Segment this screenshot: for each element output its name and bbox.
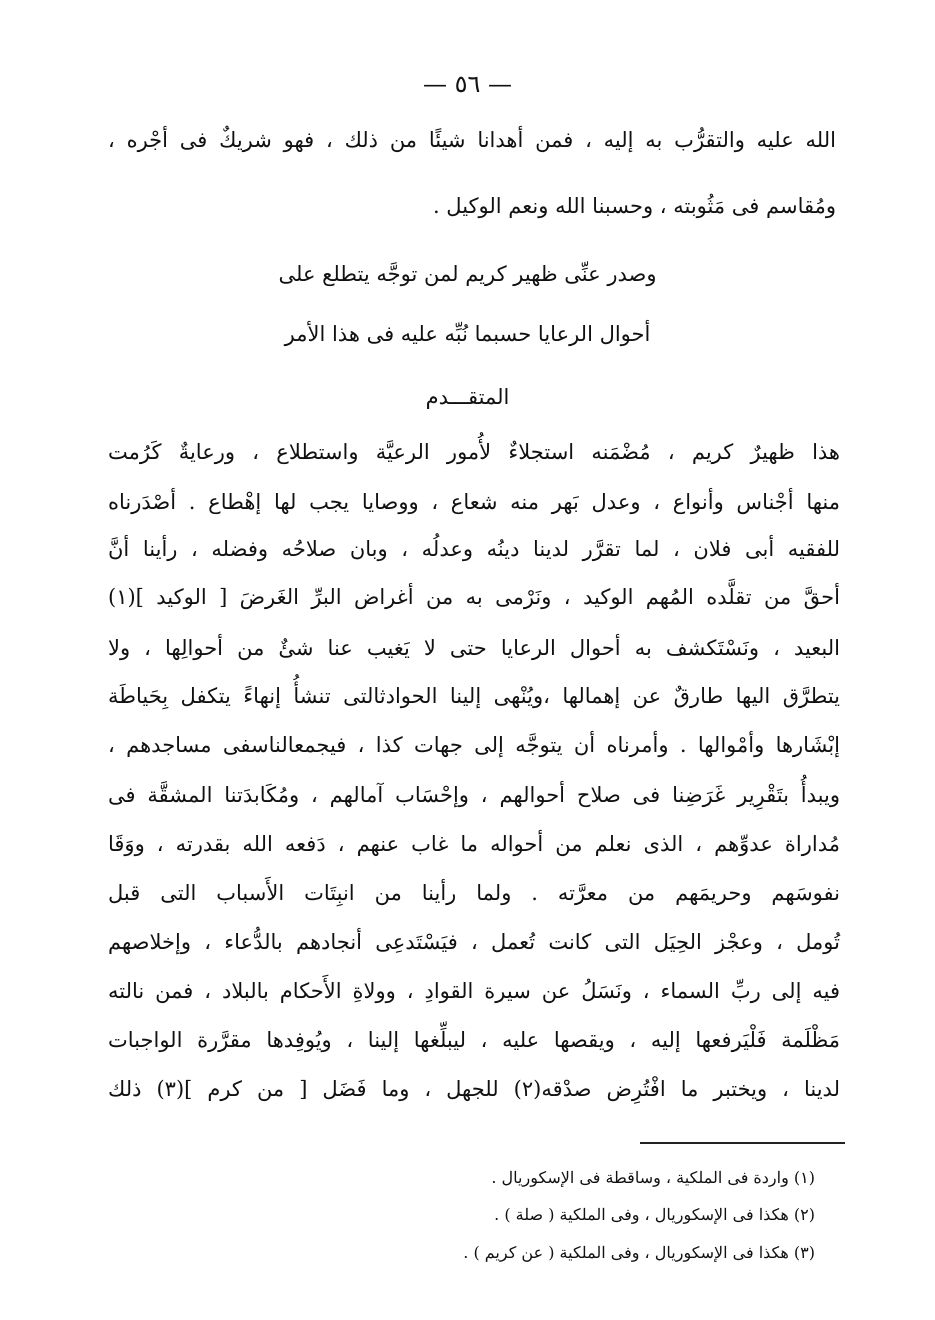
heading-line: وصدر عنِّى ظهير كريم لمن توجَّه يتطلع على bbox=[278, 262, 657, 286]
footnote-separator bbox=[640, 1142, 845, 1144]
footnote: (٢) هكذا فى الإسكوريال ، وفى الملكية ( صلة ) . bbox=[494, 1205, 815, 1224]
footnote: (٣) هكذا فى الإسكوريال ، وفى الملكية ( عن كريم ) . bbox=[463, 1243, 815, 1262]
heading-line: أحوال الرعايا حسبما نُبِّه عليه فى هذا الأمر bbox=[284, 322, 651, 346]
footnote: (١) واردة فى الملكية ، وساقطة فى الإسكوريال . bbox=[491, 1168, 815, 1187]
heading-line: المتقـــدم bbox=[425, 385, 510, 409]
document-page: — ٥٦ — الله عليه والتقرُّب به إليه ، فمن أهدانا شيئًا من ذلك ، فهو شريكٌ فى أجْره ، ومُقاسم فى مَثُوبته ، وحسبنا الله ونعم الوكيل . وصدر عنِّى ظهير كريم لمن توجَّه يتطلع على أحوال الرعايا حسبما نُبِّه عليه فى هذا الأمر المتقـــدم هذا ظهيرٌ كريم ، مُضْمَنه استجلاءٌ لأُمور الرعيَّة واستطلاع ، ورعايةٌ كَرُمت منها أجْناس وأنواع ، وعدل بَهر منه شعاع ، ووصايا يجب لها إهْطاع . أصْدَرناه للفقيه أبى فلان ، لما تقرَّر لدينا دينُه وعدلُه ، وبان صلاحُه وفضله ، رأينا أنَّ أحقَّ من تقلَّده المُهم الوكيد ، ونَرْمى به من أغراض البرِّ الغَرضَ [ الوكيد ](١) البعيد ، ونَسْتَكشف به أحوال الرعايا حتى لا يَغيب عنا شئٌ من أحوالِها ، ولا يتطرَّق اليها طارقٌ عن إهمالها ،ويُنْهى إلينا الحوادثالتى تنشأُ إنهاءً يتكفل بِحَياطَة إبْشَارها وأمْوالها . وأمرناه أن يتوجَّه إلى جهات كذا ، فيجمعالناسفى مساجدهم ، ويبدأُ بتَقْرِير غَرَضِنا فى صلاح أحوالهم ، وإحْسَاب آمالهم ، ومُكَابدَتنا المشقَّة فى مُداراة عدوِّهم ، الذى نعلم من أحواله ما غاب عنهم ، دَفعه الله بقدرته ، ووَقَا نفوسَهم وحريمَهم من معرَّته . ولما رأينا من انبِتَات الأَسباب التى قبل تُومل ، وعجْز الحِيَل التى كانت تُعمل ، فيَسْتَدعِى أنجادهم بالدُّعاء ، وإخلاصهم فيه إلى ربِّ السماء ، ونَسَلُ عن سيرة القوادِ ، وولاةِ الأَحكام بالبلاد ، فمن نالته مَظْلَمة فَلْيَرفعها إليه ، ويقصها عليه ، ليبلِّغها إلينا ، ويُوفِدها مقرَّرة الواجبات لدينا ، ويختبر ما افْتُرِض صدْقه(٢) للجهل ، وما فَضَل [ من كرم ](٣) ذلك (١) واردة فى الملكية ، وساقطة فى الإسكوريال . (٢) هكذا فى الإسكوريال ، وفى الملكية ( صلة ) . (٣) هكذا فى الإسكوريال ، وفى الملكية ( عن كريم ) . bbox=[0, 0, 935, 1320]
page-number: — ٥٦ — bbox=[422, 70, 513, 98]
